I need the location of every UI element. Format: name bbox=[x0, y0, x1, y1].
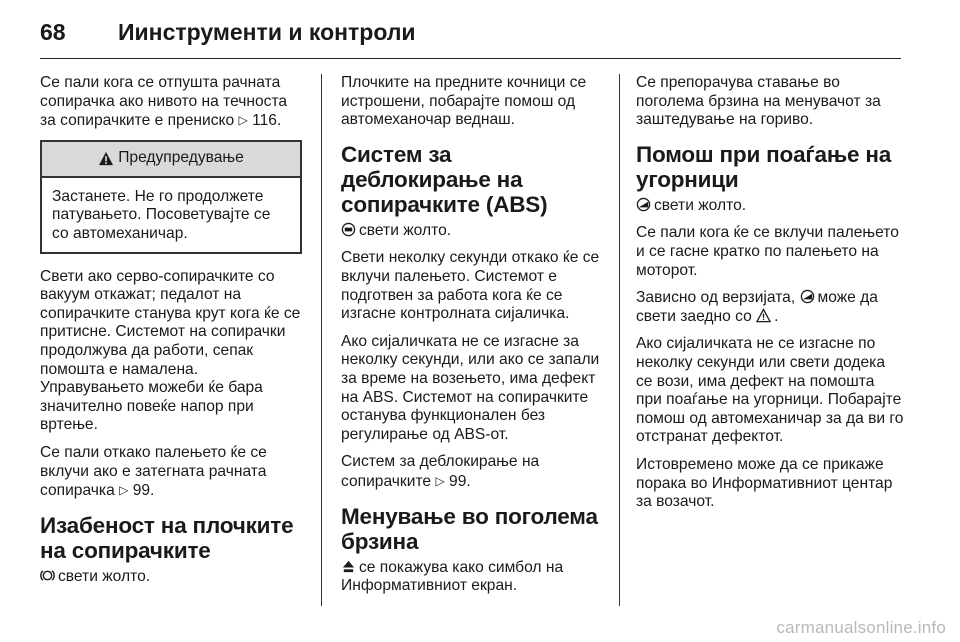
warning-header bbox=[42, 142, 300, 178]
hill-start-assist-icon bbox=[636, 197, 651, 212]
paragraph: свети жолто. bbox=[636, 197, 904, 216]
heading-abs: Систем за деблокирање на сопирачките (ABS) bbox=[341, 141, 548, 217]
paragraph: Се пали кога ќе се вклучи палењето и се гасне кратко по палењето на моторот. bbox=[636, 224, 899, 279]
column-2 bbox=[341, 74, 605, 605]
heading-brake-pads: Изабеност на плочките на сопирачките bbox=[40, 512, 294, 563]
paragraph: Се препорачува ставање во поголема брзина на менувачот за заштедување на гориво. bbox=[636, 74, 881, 129]
paragraph: Зависно од верзијата, може да свети заедно со . bbox=[636, 289, 878, 325]
brake-pad-warning-icon bbox=[40, 568, 55, 583]
warning-triangle-icon bbox=[98, 151, 114, 166]
paragraph: Систем за деблокирање на сопирачките ▷ 99. bbox=[341, 453, 540, 490]
paragraph: Се пали откако палењето ќе се вклучи ако е затегната рачната сопирачка ▷ 99. bbox=[40, 443, 267, 500]
warning-box bbox=[40, 140, 302, 254]
paragraph: Ако сијаличката не се изгасне по неколку секунди или свети додека се вози, има дефект на помошта при поаѓање на угорници. Побарајте помош од автомеханичар за да ви го отстранат дефектот. bbox=[636, 335, 904, 446]
upshift-arrow-icon bbox=[341, 559, 356, 574]
watermark: carmanualsonline.info bbox=[776, 618, 946, 637]
page-title: Иинструменти и контроли bbox=[118, 18, 416, 45]
paragraph: свети жолто. bbox=[40, 568, 304, 587]
paragraph: свети жолто. bbox=[341, 222, 605, 241]
paragraph: Свети ако серво-сопирачките со вакуум откажат; педалот на сопирачките станува крут кога ќе се притисне. Системот на сопирачки продолжува да работи, сепак помошта е намалена. Управувањето можеби ќе бара значително повеќе напор при вртење. bbox=[40, 267, 301, 434]
column-3 bbox=[636, 74, 904, 521]
paragraph: Ако сијаличката не се изгасне за неколку секунди, или ако се запали за време на возењето, има дефект на ABS. Системот на сопирачките останува функционален без регулирање од ABS-от. bbox=[341, 332, 600, 443]
page-header bbox=[40, 14, 920, 50]
warning-text: Застанете. Не го продолжете патувањето. Посоветувајте се со автомеханичар. bbox=[52, 187, 271, 242]
reference-arrow-icon: ▷ bbox=[238, 113, 248, 128]
warning-triangle-icon bbox=[756, 308, 771, 323]
column-1 bbox=[40, 74, 304, 595]
hill-start-assist-icon bbox=[800, 289, 815, 304]
reference-arrow-icon: ▷ bbox=[435, 473, 445, 488]
paragraph: Се пали кога се отпушта рачната сопирачка ако нивото на течноста за сопирачките е прениско ▷ 116. bbox=[40, 74, 288, 130]
paragraph: Свети неколку секунди откако ќе се вклучи палењето. Системот е подготвен за работа кога ќе се изгасне контролната сијаличка. bbox=[341, 249, 600, 323]
column-divider-2 bbox=[619, 74, 620, 606]
paragraph: се покажува како симбол на Информативниот екран. bbox=[341, 558, 564, 595]
column-divider-1 bbox=[321, 74, 322, 606]
page-number: 68 bbox=[40, 18, 66, 45]
paragraph: Плочките на предните кочници се истрошени, побарајте помош од автомеханочар веднаш. bbox=[341, 74, 587, 129]
paragraph: Истовремено може да се прикаже порака во Информативниот центар за возачот. bbox=[636, 455, 893, 511]
header-rule bbox=[40, 58, 901, 59]
reference-arrow-icon: ▷ bbox=[119, 483, 129, 498]
abs-icon bbox=[341, 222, 356, 237]
heading-upshift: Менување во поголема брзина bbox=[341, 503, 598, 554]
warning-title: Предупредување bbox=[118, 149, 244, 167]
heading-hill-start-assist: Помош при поаѓање на угорници bbox=[636, 141, 892, 192]
